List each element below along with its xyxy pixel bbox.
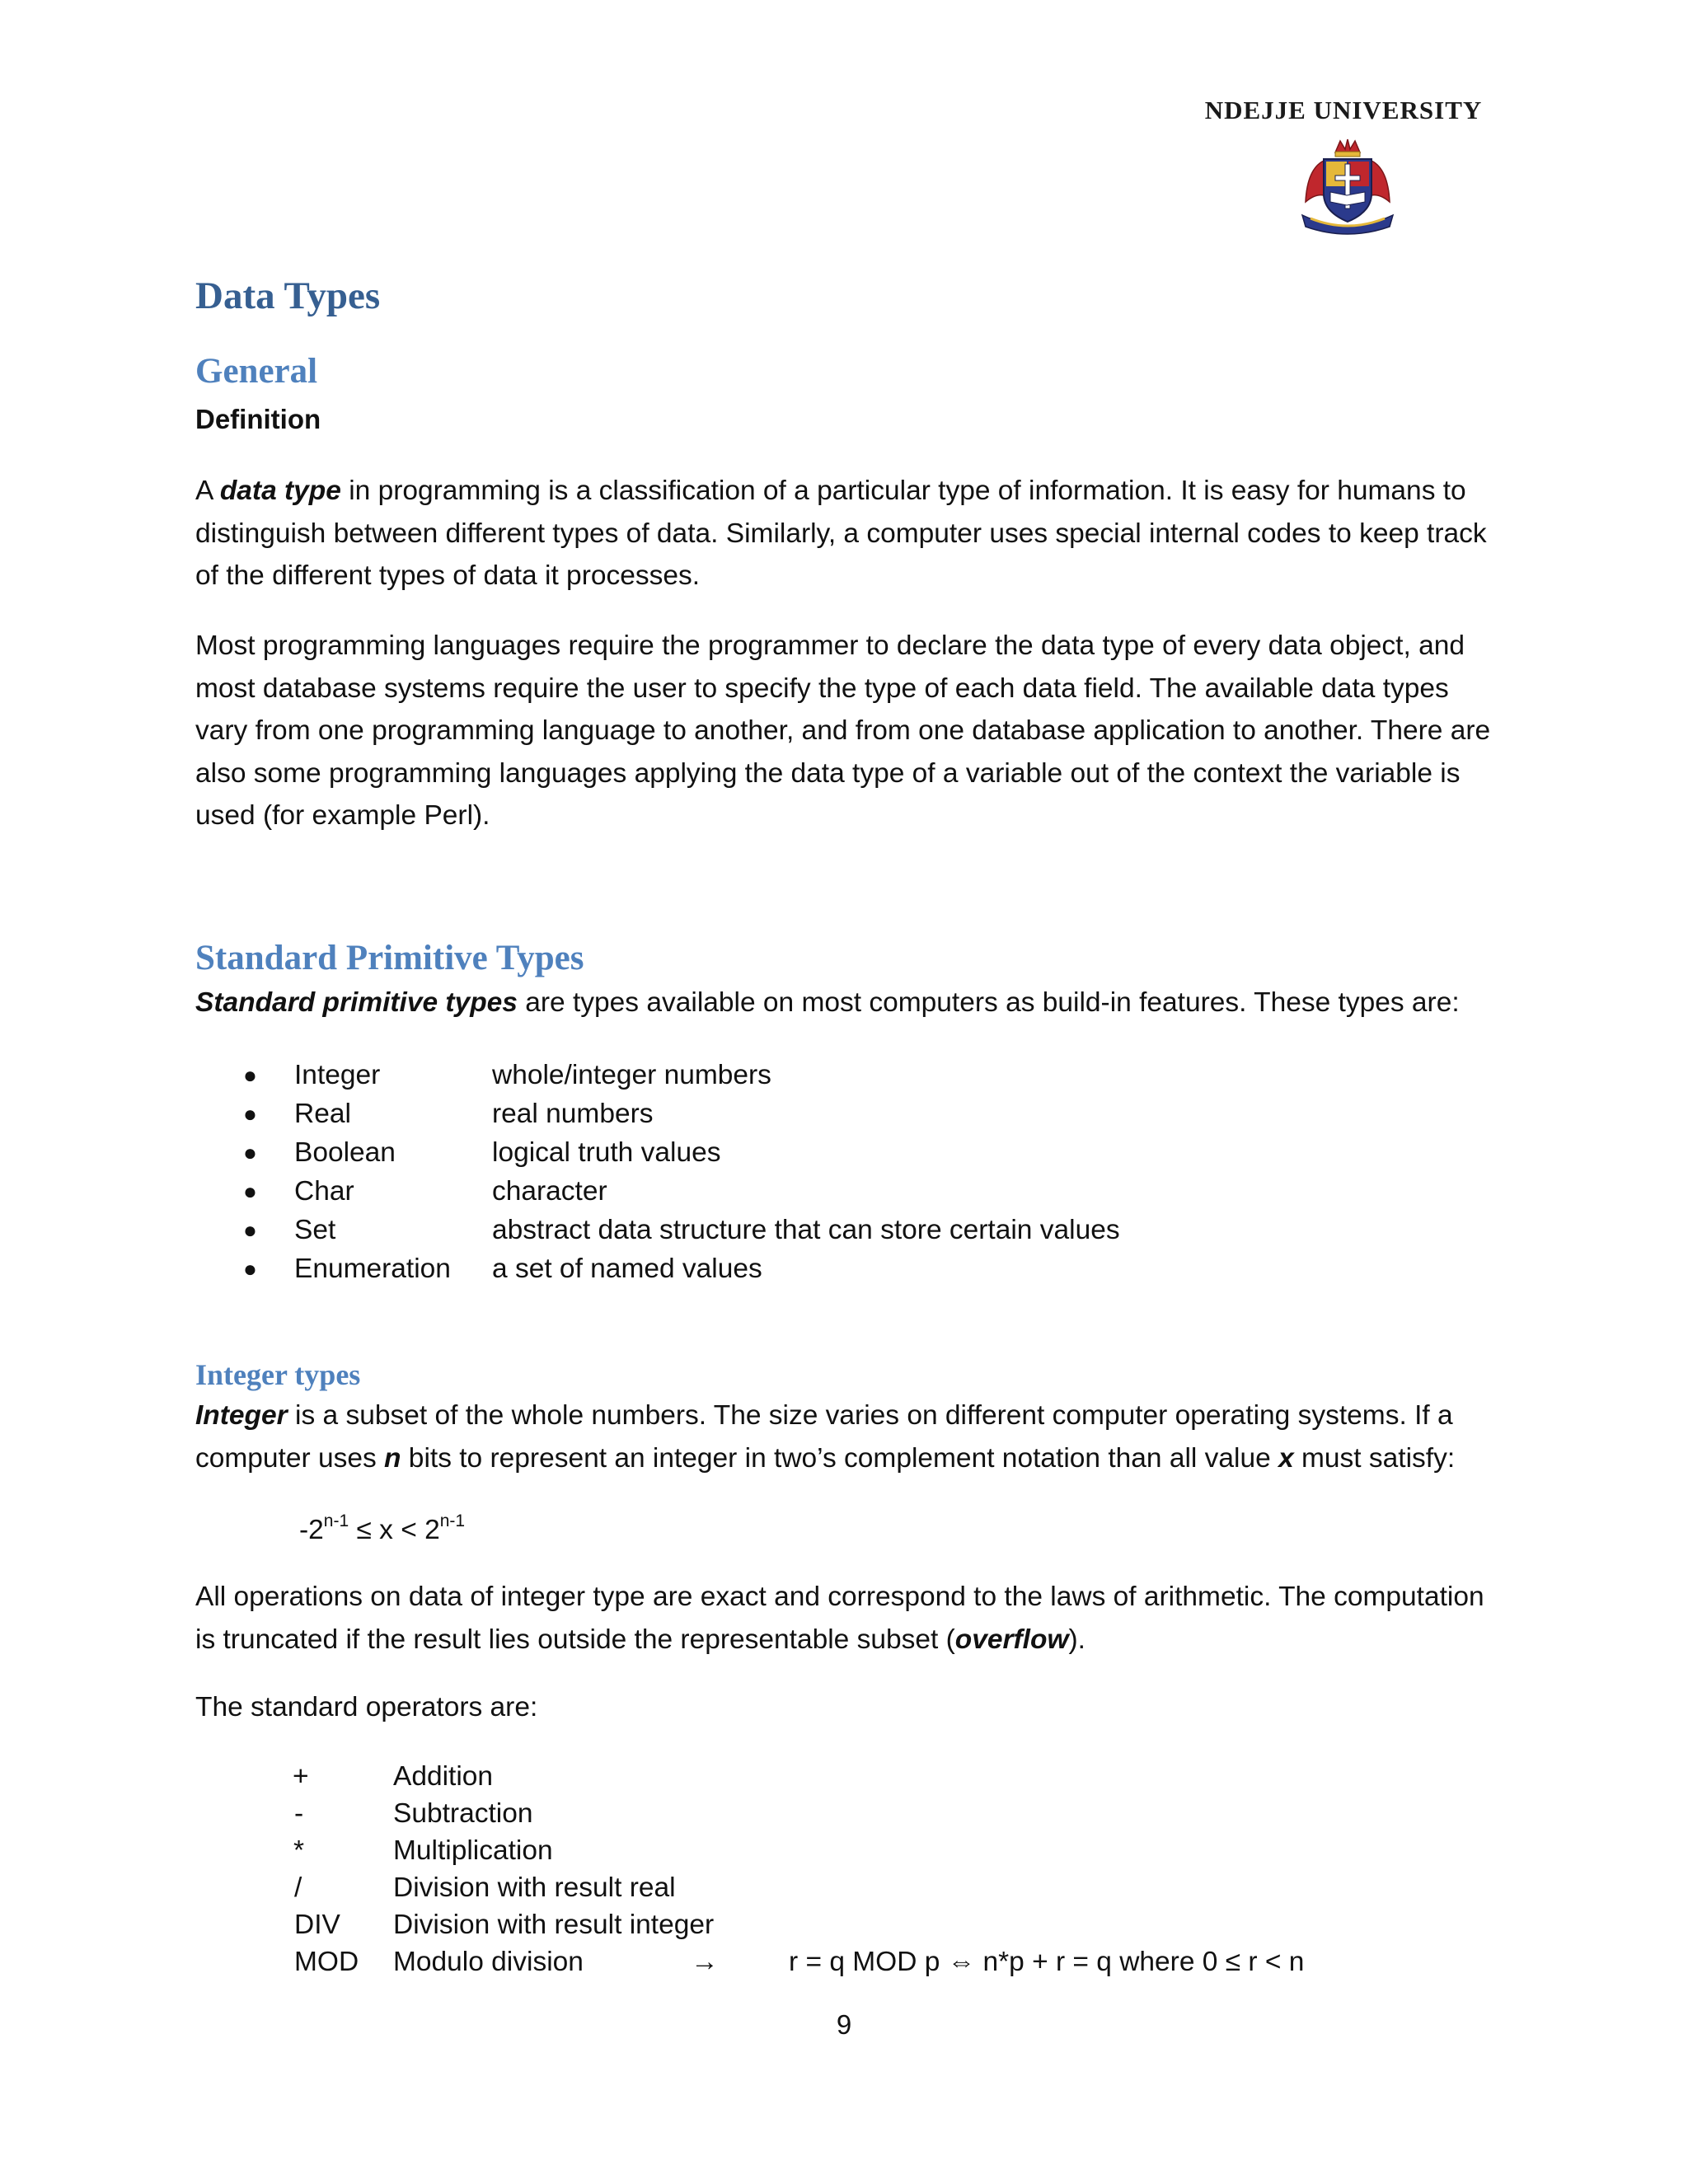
text-run: A bbox=[195, 476, 220, 506]
integer-paragraph bbox=[195, 1394, 1498, 1479]
section-heading-integer-types: Integer types bbox=[195, 1358, 361, 1391]
bullet-icon: ● bbox=[243, 1179, 257, 1204]
term-x: x bbox=[1278, 1442, 1294, 1474]
operator-name: Addition bbox=[393, 1761, 494, 1792]
right-arrow-icon: → bbox=[691, 1947, 719, 1977]
formula-exponent: n-1 bbox=[439, 1511, 466, 1530]
operator-symbol: / bbox=[294, 1872, 302, 1903]
term-integer: Integer bbox=[195, 1400, 288, 1431]
formula-exponent: n-1 bbox=[323, 1511, 349, 1530]
type-description: whole/integer numbers bbox=[492, 1060, 771, 1090]
section-heading-general: General bbox=[195, 352, 318, 391]
type-name: Char bbox=[294, 1176, 354, 1207]
bullet-icon: ● bbox=[243, 1256, 257, 1282]
operator-name: Subtraction bbox=[393, 1798, 533, 1829]
operator-name: Division with result integer bbox=[393, 1910, 715, 1940]
list-item bbox=[0, 1094, 1688, 1133]
university-crest-icon bbox=[1299, 136, 1396, 238]
bullet-icon: ● bbox=[243, 1101, 257, 1127]
text-run: must satisfy: bbox=[1293, 1442, 1456, 1474]
operator-symbol: DIV bbox=[294, 1910, 340, 1940]
integer-range-formula bbox=[299, 1511, 466, 1546]
subheading-definition: Definition bbox=[195, 404, 321, 434]
term-overflow: overflow bbox=[954, 1624, 1069, 1655]
primitive-intro bbox=[195, 982, 1498, 1024]
text-run: ). bbox=[1068, 1624, 1085, 1655]
operator-name: Division with result real bbox=[393, 1872, 676, 1903]
type-name: Enumeration bbox=[294, 1254, 451, 1284]
type-description: logical truth values bbox=[492, 1137, 721, 1168]
type-name: Real bbox=[294, 1099, 351, 1129]
term-n: n bbox=[384, 1442, 401, 1474]
formula-base: -2 bbox=[299, 1515, 324, 1545]
type-name: Set bbox=[294, 1215, 336, 1245]
type-description: real numbers bbox=[492, 1099, 654, 1129]
page-title: Data Types bbox=[195, 274, 381, 317]
type-name: Integer bbox=[294, 1060, 381, 1090]
term-standard-primitive-types: Standard primitive types bbox=[195, 987, 518, 1018]
mod-equation: r = q MOD p ⇔ n*p + r = q where 0 ≤ r < n bbox=[789, 1947, 1305, 1977]
text-run: is a subset of the whole numbers. The size varies on different computer operating systems. If a computer uses bbox=[195, 1400, 1453, 1474]
university-name: NDEJJE UNIVERSITY bbox=[1204, 96, 1483, 124]
languages-paragraph: Most programming languages require the programmer to declare the data type of every data object, and most database systems require the user to specify the type of each data field. The available data types vary from one programming language to another, and from one database application to another. There are also some programming languages applying the data type of a variable out of the context the variable is used (for example Perl). bbox=[195, 630, 1491, 831]
list-item bbox=[0, 1249, 1688, 1288]
definition-paragraph bbox=[195, 470, 1498, 598]
crest-crown bbox=[1335, 139, 1360, 157]
operator-name: Modulo division bbox=[393, 1947, 584, 1977]
text-run: bits to represent an integer in two’s complement notation than all value bbox=[401, 1442, 1279, 1474]
operations-paragraph bbox=[195, 1576, 1498, 1661]
list-item bbox=[0, 1172, 1688, 1211]
crest-mantle-left bbox=[1306, 161, 1324, 202]
crest-quarter-1 bbox=[1326, 162, 1347, 186]
list-item bbox=[0, 1211, 1688, 1249]
type-description: abstract data structure that can store certain values bbox=[492, 1215, 1120, 1245]
operator-symbol: * bbox=[293, 1835, 305, 1866]
operator-symbol: - bbox=[294, 1798, 304, 1829]
operators-intro: The standard operators are: bbox=[195, 1692, 538, 1722]
type-description: character bbox=[492, 1176, 607, 1207]
formula-middle: ≤ x < 2 bbox=[349, 1515, 440, 1545]
crest-mantle-right bbox=[1372, 161, 1390, 202]
operator-name: Multiplication bbox=[393, 1835, 553, 1866]
term-data-type: data type bbox=[219, 476, 341, 506]
crest-quarter-2 bbox=[1348, 162, 1369, 186]
type-name: Boolean bbox=[294, 1137, 396, 1168]
text-run: All operations on data of integer type are exact and correspond to the laws of arithmetic. The computation is truncated if the result lies outside the representable subset ( bbox=[195, 1582, 1484, 1655]
bullet-icon: ● bbox=[243, 1217, 257, 1243]
list-item bbox=[0, 1056, 1688, 1094]
operator-symbol: MOD bbox=[294, 1947, 359, 1977]
operator-symbol: + bbox=[293, 1761, 309, 1792]
type-description: a set of named values bbox=[492, 1254, 762, 1284]
list-item bbox=[0, 1133, 1688, 1172]
bullet-icon: ● bbox=[243, 1140, 257, 1165]
section-heading-primitive: Standard Primitive Types bbox=[195, 939, 584, 977]
bullet-icon: ● bbox=[243, 1062, 257, 1088]
text-run: in programming is a classification of a particular type of information. It is easy for humans to distinguish between different types of data. Similarly, a computer uses special internal codes to keep track of the different types of data it processes. bbox=[195, 476, 1487, 591]
text-run: are types available on most computers as build-in features. These types are: bbox=[517, 987, 1460, 1018]
page-number: 9 bbox=[836, 2009, 852, 2040]
